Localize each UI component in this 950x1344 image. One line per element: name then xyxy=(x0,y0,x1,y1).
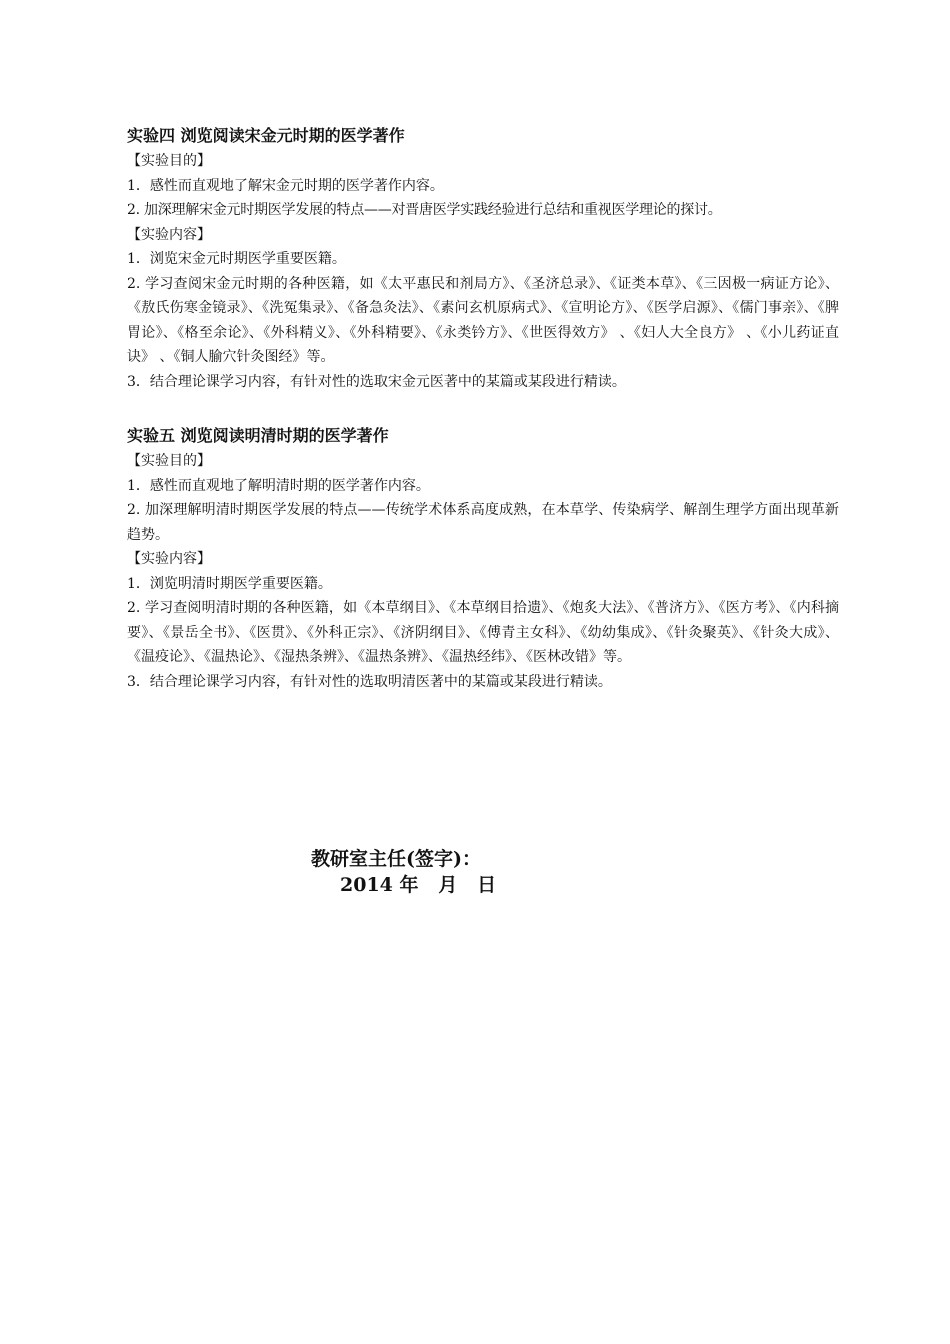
experiment-5-title: 实验五 浏览阅读明清时期的医学著作 xyxy=(127,426,389,445)
signature-label: 教研室主任(签字)： xyxy=(311,848,481,870)
purpose-label: 【实验目的】 xyxy=(127,153,211,169)
content-item-1: 1．浏览宋金元时期医学重要医籍。 xyxy=(127,251,346,267)
content-item-2: 2. 学习查阅宋金元时期的各种医籍，如《太平惠民和剂局方》、《圣济总录》、《证类本草》、《三因极一病证方论》、《敖氏伤寒金镜录》、《洗冤集录》、《备急灸法》、《素问玄机原病式》、《宣明论方》、《医学启源》、《儒门事亲》、《脾胃论》、《格至余论》、《外科精义》、《外科精要》、《永类钤方》、《世医得效方》 、《妇人大全良方》 、《小儿药证直诀》 、《铜人腧穴针灸图经》等。 xyxy=(127,275,839,365)
content-label: 【实验内容】 xyxy=(127,226,211,243)
content-item-2: 2. 学习查阅明清时期的各种医籍，如《本草纲目》、《本草纲目拾遗》、《炮炙大法》、《普济方》、《医方考》、《内科摘要》、《景岳全书》、《医贯》、《外科正宗》、《济阴纲目》、《傅青主女科》、《幼幼集成》、《针灸聚英》、《针灸大成》、《温疫论》、《温热论》、《湿热条辨》、《温热条辨》、《温热经纬》、《医林改错》等。 xyxy=(127,600,839,665)
purpose-item-2: 2. 加深理解明清时期医学发展的特点——传统学术体系高度成熟，在本草学、传染病学、解剖生理学方面出现革新趋势。 xyxy=(127,502,839,543)
content-item-3: 3．结合理论课学习内容，有针对性的选取明清医著中的某篇或某段进行精读。 xyxy=(127,673,612,690)
signature-date: 2014 年 月 日 xyxy=(340,874,497,896)
purpose-item-1: 1．感性而直观地了解明清时期的医学著作内容。 xyxy=(127,477,430,494)
content-item-1: 1．浏览明清时期医学重要医籍。 xyxy=(127,575,332,592)
purpose-label: 【实验目的】 xyxy=(127,453,211,469)
purpose-item-2: 2. 加深理解宋金元时期医学发展的特点——对晋唐医学实践经验进行总结和重视医学理论的探讨。 xyxy=(127,202,722,218)
experiment-5-section xyxy=(127,424,839,694)
content-item-3: 3．结合理论课学习内容，有针对性的选取宋金元医著中的某篇或某段进行精读。 xyxy=(127,373,626,390)
experiment-4-title: 实验四 浏览阅读宋金元时期的医学著作 xyxy=(127,126,405,145)
purpose-item-1: 1．感性而直观地了解宋金元时期的医学著作内容。 xyxy=(127,177,444,194)
experiment-4-section xyxy=(127,124,839,394)
content-label: 【实验内容】 xyxy=(127,551,211,567)
